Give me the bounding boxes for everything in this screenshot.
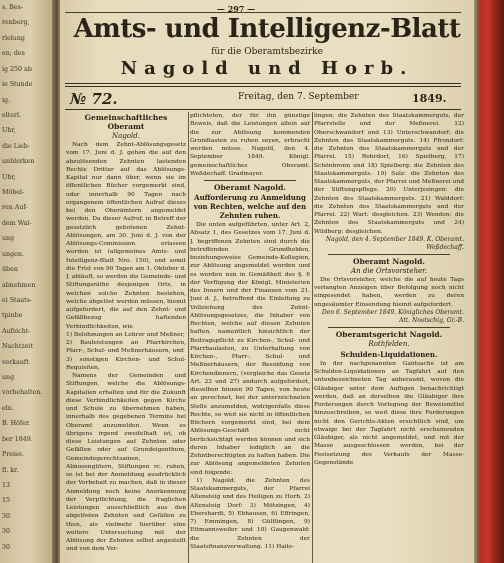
left-page-fragment: ung — [2, 235, 15, 243]
top-rule — [65, 12, 461, 13]
left-page-fragment: tpinbe — [2, 312, 23, 320]
left-page-fragment: B. Höfer. — [2, 420, 31, 428]
left-page-fragment: eln. — [2, 404, 14, 412]
left-page-fragment: verkauft. — [2, 358, 31, 366]
left-page-fragment: ei Staats- — [2, 296, 32, 304]
left-page-fragment: 30 — [2, 543, 11, 551]
book-binding-edge — [474, 0, 504, 563]
notice-body: lingen: die Zehnten des Staatskammerguts, der Pfarrstelle und der Meßnerei. 12) Oberschwandorf und 13) Unterschwandorf: die Zehnten des Staatskammerguts. 14) Pfrondorf: die Zehnten des Staatskammerguts und der Pfarrei. 15) Rohrdorf, 16) Spielberg, 17) Schönbronn und 18) Spielberg: die Zehnten des Staatskammerguts. 19) Sulz: die Zehnten des Staatskammerguts, der Pfarrei und Meßnerei und der Stiftungspflege. 20) Unterjesingen: die Zehnten des Staatskammerguts. 21) Walddorf: die Zehnten des Staatskammerguts und der Pfarrei. 22) Wart: desgleichen. 23) Wenden: die Zehnten des Staatskammerguts und 24) Wildberg: desgleichen. — [314, 113, 464, 235]
divider — [328, 327, 450, 328]
notice-subheading: An die Ortsvorsteher. — [351, 266, 427, 275]
left-page-fragment: fl. kr. — [2, 466, 19, 474]
list-item: 2) Bauleistungen an Pfarrkirchen, Pfarr-, Schul- und Meßnerhäusern, und — [66, 340, 186, 355]
left-page-fragment: abnehmen — [2, 281, 36, 289]
notice-title: Schulden-Liquidationen. — [340, 349, 438, 359]
left-page-fragment: ber 1849. — [2, 435, 33, 443]
left-page-fragment: ung — [2, 374, 15, 381]
left-page-fragment: Aufsicht- — [2, 327, 31, 335]
notice-heading: Oberamtsgericht Nagold. — [335, 329, 443, 339]
left-page-fragment: ungen. — [2, 250, 24, 258]
left-page-fragment: renberg, — [2, 19, 30, 27]
notice-body: 1) Nagold: die Zehnten des Staatskammerguts, der Pfarrei Altensteig und des Heiligen zu Horb. 2) Altensteig Dorf: 3) Mötzingen, 4) Ebershardt, 5) Ebhausen, 6) Effringen, 7) Emmingen, 8) Gültlingen, 9) Ettmannsweiler und 10) Gaugenwald: die Zehnten der Staatsfinanzverwaltung. 11) Haite- — [190, 477, 310, 550]
column-divider — [188, 112, 189, 563]
masthead-rule — [65, 83, 461, 87]
column-3 — [314, 112, 464, 563]
notice-signature: Nagold, den 4. September 1849. K. Oberamt. Weßdechaff. — [325, 235, 464, 251]
left-page-edge — [0, 0, 55, 563]
notice-body: pflichteten, der für ihn günstige Beweis, daß die Leistungen allein auf die zur Ablösung kommenden Grundlasten zu ruhen seyen, erbracht werden müsse. Nagold, den 4. September 1849. Königl. gemeinschaftliches Oberamt. Weßdechaff. Gradmayer. — [190, 113, 310, 177]
masthead-subtitle: für die Oberamtsbezirke — [211, 47, 323, 57]
left-page-fragment: ren Auf- — [2, 204, 28, 212]
left-page-fragment: Nachtzeit — [2, 343, 33, 351]
notice-signature: Den 6. September 1849. Königliches Oberamt. Att. Nootschig, Gr.-B. — [321, 308, 464, 324]
left-page-fragment: 30 — [2, 512, 11, 520]
masthead-places: Nagold und Horb. — [120, 58, 414, 79]
left-page-fragment: Uhr, — [2, 127, 16, 135]
left-page-fragment: üben — [2, 266, 18, 274]
list-item: 1) Belohnungen an Lehrer und Meßner, — [66, 331, 185, 338]
column-divider — [312, 112, 313, 563]
notice-subheading: Rothfelden. — [368, 339, 410, 348]
divider — [328, 254, 450, 255]
notice-body: Die Ortsvorsteher, welche die auf heute Tags verlangten Anzeigen über Befolgung noch nicht eingesendet haben, werden zu deren ungesäumter Einsendung hiemit aufgefordert. — [314, 276, 464, 308]
notice-body: Namens der Gemeinden und Stiftungen, welche die Ablösungs-Kapitalien erhalten und für die Zukunft diese Verbindlichkeiten gegen Kirche und Schule zu übernehmen haben, innerhalb des gegebenen Termins bei Oberamt anzumelden. Wenn es übrigens irgend zweifelhaft ist, ob diese Leistungen auf Zehnten oder Gefällen oder auf Grundeigenthum, Gemeindegerechtsamen, Almosengütern, Stiftungen rc. ruhen, so ist bei der Anmeldung ausdrücklich der Vorbehalt zu machen, daß in dieser Anmeldung noch keine Anerkennung der Verpflichtung, die fraglichen Leistungen ausschließlich aus den abgelösten Zehnten und Gefällen zu thun, als vielmehr hierüber eine weitere Untersuchung mit der Ablösung der Zehnten selbst angestellt und von dem Ver- — [66, 373, 186, 553]
issue-year: 1849. — [412, 92, 447, 105]
notice-body: In der nachgenannten Gantsache ist am Schulden-Liquidationen an Tagfahrt auf den untenbezeichneten Tag anberaumt, wovon die Gläubiger unter dem Anfügen benachrichtigt werden, daß an derselben die Gläubiger ihre Forderungen durch Vorlegung der Beweismittel hinzuschreiben, so weit diese ihre Forderungen nicht den Gerichts-Akten ersichtlich sind, um etwaige bei der Tagfahrt nicht erscheinenden Gläubiger, als nicht angemeldet, und mit der Masse ausgeschlossen werden, bei der Festsetzung des Verkaufs der Masse-Gegenstände — [314, 360, 464, 466]
notice-body: Die unten aufgeführten, unter Art. 2, Absatz 1, des Gesetzes vom 17. Juni d. J. begriffenen Zehnten sind durch die betreffenden Grundholden, beziehungsweise Gemeinde-Kollegien, zur Ablösung angemeldet worden und es werden nun in Gemäßheit des §. 6 der Verfügung der Königl. Ministerien des Innern und der Finanzen vom 21. Juni d. J., betreffend die Einleitung zu Vollziehung des Zehnt-Ablösungsgesetzes, die Inhaber von Rechten, welche auf diesen Zehnten haften, namentlich hinsichtlich der Beitragspflicht zu Kirchen-, Schul- und Pfarrbaulasten, zu Unterhaltung von Kirchen-, Pfarr-, Schul- und Meßnerhäusern, der Besoldung von Kirchendienern, (vergleiche das Gesetz Art. 22 und 27) andurch aufgefordert, dieselben binnen 90 Tagen, von heute an gerechnet, bei der unterzeichneten Stelle anzumelden, widrigenfalls diese Rechte, so weit sie nicht in öffentlichen Büchern vorgemerkt sind, bei dem Ablösungs-Geschäft nicht berücksichtigt werden können und sich deren Inhaber lediglich an die Zehntberechtigten zu halten haben. Die zur Ablösung angemeldeten Zehnten sind folgende: — [190, 222, 310, 476]
notice-body: Nach dem Zehnt-Ablösungsgesetz vom 17. Juni d. J. gehen die auf den abzulösenden Zehnten lastenden Rechte Dritter auf das Ablösungs-Kapital nur dann über, wenn sie im öffentlichen Bücher vorgemerkt sind, oder innerhalb 90 Tagen nach ergangenem öffentlichen Aufruf dieses bei den Oberämtern angemeldet werden. Da dieser Aufruf, in Betreff der gesetzlich gebotenen Zehnt-Ablösungen, am 30. Juni d. J. von der Ablösungs-Commission erlassen worden ist (allgemeines Amts- und Intelligenz-Blatt Nro. 150), und somit die Frist von 90 Tagen am 1. Oktober d. J. abläuft, so werden die Gemeinde- und Stiftungsräthe desjenigen Orts, in welchen solche Zehnten bestehen, welche abgelöst werden müssen, hiemit aufgefordert, die auf den Zehnt- und Gefällbezug haftenden Verbindlichkeiten, wie — [66, 142, 186, 330]
notice-title: Aufforderung zu Anmeldung von Rechten, welche auf den Zehnten ruhen. — [193, 193, 307, 220]
left-page-fragment: Möbel- — [2, 189, 25, 196]
left-page-fragment: Preise. — [2, 451, 24, 459]
notice-subheading: Nagold. — [112, 132, 140, 140]
issue-number: № 72. — [70, 90, 118, 108]
divider — [204, 180, 296, 181]
masthead-title: Amts- und Intelligenz-Blatt — [73, 14, 461, 44]
issue-date: Freitag, den 7. September — [238, 92, 359, 102]
left-page-fragment: ig. — [2, 96, 11, 104]
notice-heading: Oberamt Nagold. — [213, 183, 287, 192]
left-page-fragment: 15 — [2, 497, 11, 505]
left-page-fragment: en; des — [2, 50, 25, 58]
left-page-fragment: Uhr, — [2, 173, 16, 181]
notice-heading: Gemeinschaftliches Oberamt — [84, 113, 168, 131]
left-page-fragment: die Lieb- — [2, 142, 30, 150]
left-page-fragment: 30 — [2, 528, 11, 536]
column-2 — [190, 112, 310, 563]
left-page-fragment: ig 250 ab — [2, 65, 32, 73]
notice-heading: Oberamt Nagold. — [352, 256, 426, 266]
column-1 — [66, 112, 186, 563]
left-page-fragment: dem Wal- — [2, 219, 32, 227]
left-page-fragment: elterl. — [2, 111, 22, 119]
header-rule — [65, 109, 461, 110]
left-page-fragment: rlelung — [2, 34, 25, 42]
page-number: — 297 — — [216, 4, 256, 14]
left-page-fragment: 13 — [2, 481, 11, 489]
left-page-fragment: unblerken — [2, 158, 35, 166]
left-page-fragment: ie Stunde — [2, 81, 33, 89]
left-page-fragment: s. Bes- — [2, 4, 23, 11]
left-page-fragment: vorbehalten. — [2, 389, 43, 397]
list-item: 3) sonstigen Kirchen- und Schul-Requisiten, — [66, 356, 186, 371]
